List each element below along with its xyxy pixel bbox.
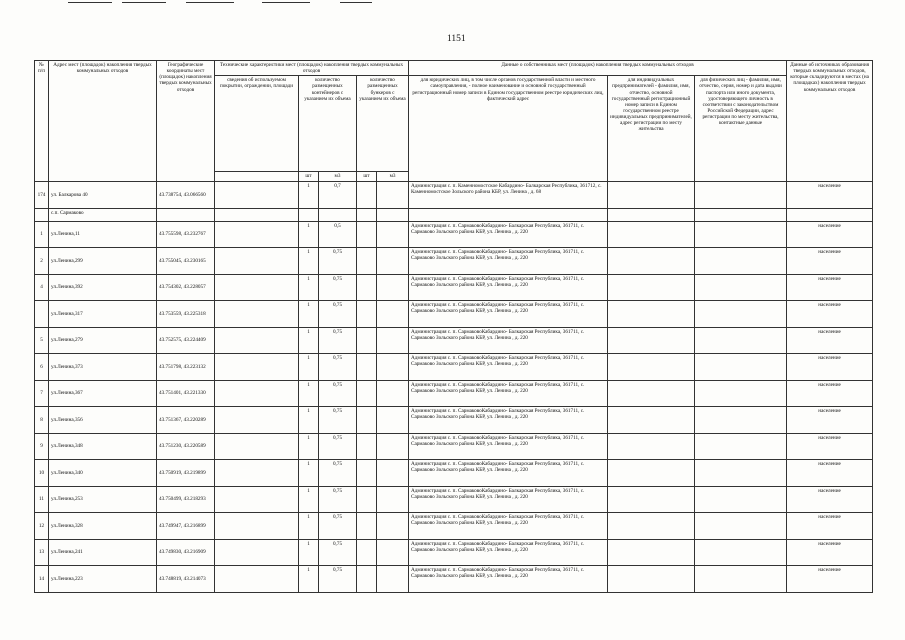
row-number: 2	[35, 248, 49, 275]
row-ip	[608, 380, 695, 407]
header-legal-entities: для юридических лиц, в том числе органов государственной власти и местного самоуправления, - полное наименование и основной государственный регистрационный номер записи в Едином государственном реестре юридических лиц, фактический адрес	[409, 76, 608, 182]
row-address: ул.Ленина,367	[49, 380, 157, 407]
row-owner: Администрация с. п. СармаковоКабардино- Балкарская Республика, 361711, с. Сармаково Зольского района КБР, ул. Ленина , д. 220	[409, 566, 608, 593]
row-container-volume: 0,75	[319, 513, 357, 540]
row-container-count: 1	[299, 221, 319, 248]
row-bunker-count	[357, 354, 377, 381]
row-individual	[695, 301, 787, 328]
row-bunker-count	[357, 460, 377, 487]
row-coating	[215, 513, 299, 540]
row-container-count: 1	[299, 513, 319, 540]
row-address: ул.Ленина,328	[49, 513, 157, 540]
row-bunker-count	[357, 274, 377, 301]
row-bunker-count	[357, 327, 377, 354]
row-individual	[695, 539, 787, 566]
row-number: 174	[35, 182, 49, 209]
row-owner: Администрация с. п. СармаковоКабардино- Балкарская Республика, 361711, с. Сармаково Зольского района КБР, ул. Ленина , д. 220	[409, 274, 608, 301]
row-coating	[215, 407, 299, 434]
row-source: население	[787, 354, 873, 381]
row-container-volume: 0,75	[319, 380, 357, 407]
row-container-volume: 0,75	[319, 274, 357, 301]
row-bunker-volume	[377, 221, 409, 248]
header-address: Адрес мест (площадок) накопления твердых коммунальных отходов	[49, 61, 157, 182]
row-source: население	[787, 274, 873, 301]
row-bunker-count	[357, 301, 377, 328]
header-sources: Данные об источниках образования твердых коммунальных отходов, которые складируются в местах (на площадках) накопления твердых коммунальных отходов	[787, 61, 873, 182]
row-container-count: 1	[299, 274, 319, 301]
row-source: население	[787, 248, 873, 275]
row-owner: Администрация с. п. СармаковоКабардино- Балкарская Республика, 361711, с. Сармаково Зольского района КБР, ул. Ленина , д. 220	[409, 513, 608, 540]
row-container-volume: 0,75	[319, 460, 357, 487]
row-coating	[215, 380, 299, 407]
row-number: 9	[35, 433, 49, 460]
row-bunker-volume	[377, 566, 409, 593]
row-number: 6	[35, 354, 49, 381]
row-number	[35, 301, 49, 328]
row-container-count: 1	[299, 380, 319, 407]
row-address: ул.Ленина,11	[49, 221, 157, 248]
row-bunker-count	[357, 248, 377, 275]
row-address: ул.Ленина,253	[49, 486, 157, 513]
table-row	[35, 274, 873, 301]
row-address: ул.Ленина,373	[49, 354, 157, 381]
row-coordinates: 43.750499, 43.218293	[157, 486, 215, 513]
row-coordinates: 43.755598, 43.232767	[157, 221, 215, 248]
row-number: 10	[35, 460, 49, 487]
row-coordinates: 43.751401, 43.221330	[157, 380, 215, 407]
row-source: население	[787, 513, 873, 540]
row-coating	[215, 433, 299, 460]
row-container-volume: 0,75	[319, 327, 357, 354]
row-number: 11	[35, 486, 49, 513]
row-bunker-volume	[377, 513, 409, 540]
header-num: № п/п	[35, 61, 49, 182]
header-individual-entrepreneurs: для индивидуальных предпринимателей - фамилия, имя, отчество, основной государственный регистрационный номер записи в Едином государственном реестре индивидуальных предпринимателей, адрес регистрации по месту жительства	[608, 76, 695, 182]
row-coating	[215, 248, 299, 275]
row-individual	[695, 274, 787, 301]
row-container-volume: 0,75	[319, 566, 357, 593]
row-number: 7	[35, 380, 49, 407]
row-individual	[695, 248, 787, 275]
row-number: 4	[35, 274, 49, 301]
row-source: население	[787, 221, 873, 248]
row-coordinates: 43.753559, 43.225318	[157, 301, 215, 328]
row-owner: Администрация с. п. СармаковоКабардино- Балкарская Республика, 361711, с. Сармаково Зольского района КБР, ул. Ленина , д. 220	[409, 380, 608, 407]
row-bunker-count	[357, 566, 377, 593]
row-coordinates: 43.755045, 43.230165	[157, 248, 215, 275]
header-coating: сведения об используемом покрытии, ограждении, площади	[215, 76, 299, 172]
header-unit-m3: м3	[319, 172, 357, 182]
row-coating	[215, 460, 299, 487]
waste-sites-table	[34, 60, 873, 593]
table-row	[35, 301, 873, 328]
row-coating	[215, 182, 299, 209]
row-container-volume: 0,75	[319, 407, 357, 434]
row-address: ул.Ленина,392	[49, 274, 157, 301]
table-row	[35, 182, 873, 209]
table-row	[35, 221, 873, 248]
row-coating	[215, 539, 299, 566]
row-container-volume: 0,75	[319, 539, 357, 566]
row-container-count: 1	[299, 182, 319, 209]
row-bunker-count	[357, 380, 377, 407]
row-owner: Администрация с. п. СармаковоКабардино- Балкарская Республика, 361711, с. Сармаково Зольского района КБР, ул. Ленина , д. 220	[409, 486, 608, 513]
row-container-volume: 0,75	[319, 354, 357, 381]
row-coordinates: 43.751367, 43.220289	[157, 407, 215, 434]
row-owner: Администрация с. п. СармаковоКабардино- Балкарская Республика, 361711, с. Сармаково Зольского района КБР, ул. Ленина , д. 220	[409, 354, 608, 381]
table-row	[35, 460, 873, 487]
row-ip	[608, 301, 695, 328]
table-row	[35, 566, 873, 593]
row-number: 1	[35, 221, 49, 248]
header-technical: Технические характеристики мест (площадок) накопления твердых коммунальных отходов	[215, 61, 409, 76]
row-coordinates: 43.748819, 43.214073	[157, 566, 215, 593]
row-individual	[695, 221, 787, 248]
top-rule-3	[186, 2, 234, 3]
row-individual	[695, 513, 787, 540]
row-container-count: 1	[299, 248, 319, 275]
row-source: население	[787, 433, 873, 460]
row-address: ул.Ленина,241	[49, 539, 157, 566]
row-coating	[215, 274, 299, 301]
row-individual	[695, 460, 787, 487]
table-row	[35, 380, 873, 407]
row-bunker-count	[357, 539, 377, 566]
row-bunker-volume	[377, 354, 409, 381]
row-ip	[608, 566, 695, 593]
row-bunker-volume	[377, 486, 409, 513]
row-source: население	[787, 301, 873, 328]
row-owner: Администрация с. п. СармаковоКабардино- Балкарская Республика, 361711, с. Сармаково Зольского района КБР, ул. Ленина , д. 220	[409, 433, 608, 460]
row-coating	[215, 327, 299, 354]
top-rule-2	[122, 2, 166, 3]
section-row	[35, 208, 873, 221]
row-coordinates: 43.738754, 43.066560	[157, 182, 215, 209]
row-ip	[608, 248, 695, 275]
row-bunker-count	[357, 486, 377, 513]
top-rule-1	[68, 2, 112, 3]
row-container-count: 1	[299, 301, 319, 328]
row-container-count: 1	[299, 460, 319, 487]
row-owner: Администрация с. п. СармаковоКабардино- Балкарская Республика, 361711, с. Сармаково Зольского района КБР, ул. Ленина , д. 220	[409, 221, 608, 248]
row-number: 8	[35, 407, 49, 434]
header-unit-m3: м3	[377, 172, 409, 182]
row-container-volume: 0,75	[319, 433, 357, 460]
row-container-count: 1	[299, 327, 319, 354]
row-owner: Администрация с. п. СармаковоКабардино- Балкарская Республика, 361711, с. Сармаково Зольского района КБР, ул. Ленина , д. 220	[409, 327, 608, 354]
row-number: 12	[35, 513, 49, 540]
row-coating	[215, 486, 299, 513]
row-coating	[215, 354, 299, 381]
row-coordinates: 43.749947, 43.216899	[157, 513, 215, 540]
row-address: ул.Ленина,279	[49, 327, 157, 354]
row-bunker-volume	[377, 539, 409, 566]
row-container-count: 1	[299, 433, 319, 460]
row-owner: Администрация с. п. СармаковоКабардино- Балкарская Республика, 361711, с. Сармаково Зольского района КБР, ул. Ленина , д. 220	[409, 301, 608, 328]
row-individual	[695, 566, 787, 593]
header-bunkers: количество размещенных бункеров с указанием их объема	[357, 76, 409, 172]
row-ip	[608, 460, 695, 487]
row-ip	[608, 354, 695, 381]
row-ip	[608, 539, 695, 566]
row-address: ул.Ленина,317	[49, 301, 157, 328]
row-number: 13	[35, 539, 49, 566]
row-container-volume: 0,75	[319, 301, 357, 328]
row-ip	[608, 221, 695, 248]
row-individual	[695, 327, 787, 354]
row-owner: Администрация с. п. СармаковоКабардино- Балкарская Республика, 361711, с. Сармаково Зольского района КБР, ул. Ленина , д. 220	[409, 539, 608, 566]
row-container-count: 1	[299, 354, 319, 381]
row-bunker-volume	[377, 301, 409, 328]
header-unit-pcs: шт	[357, 172, 377, 182]
row-coating	[215, 566, 299, 593]
table-row	[35, 486, 873, 513]
row-bunker-volume	[377, 274, 409, 301]
row-address: ул.Ленина,348	[49, 433, 157, 460]
row-coordinates: 43.751230, 43.220589	[157, 433, 215, 460]
table-row	[35, 433, 873, 460]
row-owner: Администрация с. п. СармаковоКабардино- Балкарская Республика, 361711, с. Сармаково Зольского района КБР, ул. Ленина , д. 220	[409, 407, 608, 434]
row-source: население	[787, 539, 873, 566]
row-number: 5	[35, 327, 49, 354]
table-row	[35, 248, 873, 275]
row-bunker-volume	[377, 380, 409, 407]
row-container-count: 1	[299, 566, 319, 593]
row-bunker-volume	[377, 460, 409, 487]
row-bunker-volume	[377, 407, 409, 434]
row-owner: Администрация с. п. СармаковоКабардино- Балкарская Республика, 361711, с. Сармаково Зольского района КБР, ул. Ленина , д. 220	[409, 460, 608, 487]
row-individual	[695, 182, 787, 209]
row-container-count: 1	[299, 486, 319, 513]
row-bunker-count	[357, 221, 377, 248]
row-address: ул.Ленина,223	[49, 566, 157, 593]
header-unit-pcs: шт	[299, 172, 319, 182]
row-container-count: 1	[299, 539, 319, 566]
row-individual	[695, 354, 787, 381]
row-container-count: 1	[299, 407, 319, 434]
row-source: население	[787, 182, 873, 209]
row-coating	[215, 221, 299, 248]
row-bunker-count	[357, 513, 377, 540]
row-source: население	[787, 327, 873, 354]
row-ip	[608, 433, 695, 460]
row-container-volume: 0,75	[319, 248, 357, 275]
row-source: население	[787, 566, 873, 593]
row-ip	[608, 274, 695, 301]
row-bunker-volume	[377, 248, 409, 275]
row-individual	[695, 486, 787, 513]
header-owners: Данные о собственниках мест (площадок) накопления твердых коммунальных отходов	[409, 61, 787, 76]
row-coating	[215, 301, 299, 328]
row-container-volume: 0,75	[319, 486, 357, 513]
table-row	[35, 327, 873, 354]
row-bunker-count	[357, 407, 377, 434]
table-row	[35, 513, 873, 540]
top-rule-5	[340, 2, 372, 3]
row-coordinates: 43.752575, 43.224409	[157, 327, 215, 354]
header-individuals: для физических лиц - фамилия, имя, отчество, серия, номер и дата выдачи паспорта или иного документа, удостоверяющего личность в соответствии с законодательством Российской Федерации, адрес регистрации по месту жительства, контактные данные	[695, 76, 787, 182]
row-ip	[608, 407, 695, 434]
row-owner: Администрация с. п. Каменномостское Кабардино- Балкарская Республика, 361712, с. Каменномостское Зольского района КБР, ул. Ленина , д. 68	[409, 182, 608, 209]
row-bunker-count	[357, 182, 377, 209]
header-containers: количество размещенных контейнеров с указанием их объема	[299, 76, 357, 172]
page-number: 1151	[447, 34, 466, 44]
row-ip	[608, 486, 695, 513]
row-address: ул.Ленина,340	[49, 460, 157, 487]
row-bunker-volume	[377, 182, 409, 209]
table-row	[35, 407, 873, 434]
row-bunker-volume	[377, 433, 409, 460]
section-name: с.п. Сармаково	[49, 208, 157, 221]
row-ip	[608, 182, 695, 209]
row-individual	[695, 433, 787, 460]
row-owner: Администрация с. п. СармаковоКабардино- Балкарская Республика, 361711, с. Сармаково Зольского района КБР, ул. Ленина , д. 220	[409, 248, 608, 275]
row-coordinates: 43.754302, 43.228057	[157, 274, 215, 301]
row-source: население	[787, 407, 873, 434]
row-bunker-count	[357, 433, 377, 460]
row-address: ул. Балкарова 40	[49, 182, 157, 209]
row-coordinates: 43.751798, 43.223132	[157, 354, 215, 381]
header-coordinates: Географические координаты мест (площадок) накопления твердых коммунальных отходов	[157, 61, 215, 182]
table-row	[35, 354, 873, 381]
row-source: население	[787, 460, 873, 487]
table-row	[35, 539, 873, 566]
header-coating-unit	[215, 172, 299, 182]
top-rule-4	[262, 2, 310, 3]
row-container-volume: 0,7	[319, 182, 357, 209]
row-coordinates: 43.750919, 43.219899	[157, 460, 215, 487]
row-coordinates: 43.749830, 43.216909	[157, 539, 215, 566]
row-container-volume: 0,5	[319, 221, 357, 248]
row-address: ул.Ленина,299	[49, 248, 157, 275]
row-ip	[608, 327, 695, 354]
row-source: население	[787, 486, 873, 513]
row-source: население	[787, 380, 873, 407]
row-individual	[695, 380, 787, 407]
row-ip	[608, 513, 695, 540]
row-address: ул.Ленина,356	[49, 407, 157, 434]
row-bunker-volume	[377, 327, 409, 354]
row-individual	[695, 407, 787, 434]
row-number: 14	[35, 566, 49, 593]
